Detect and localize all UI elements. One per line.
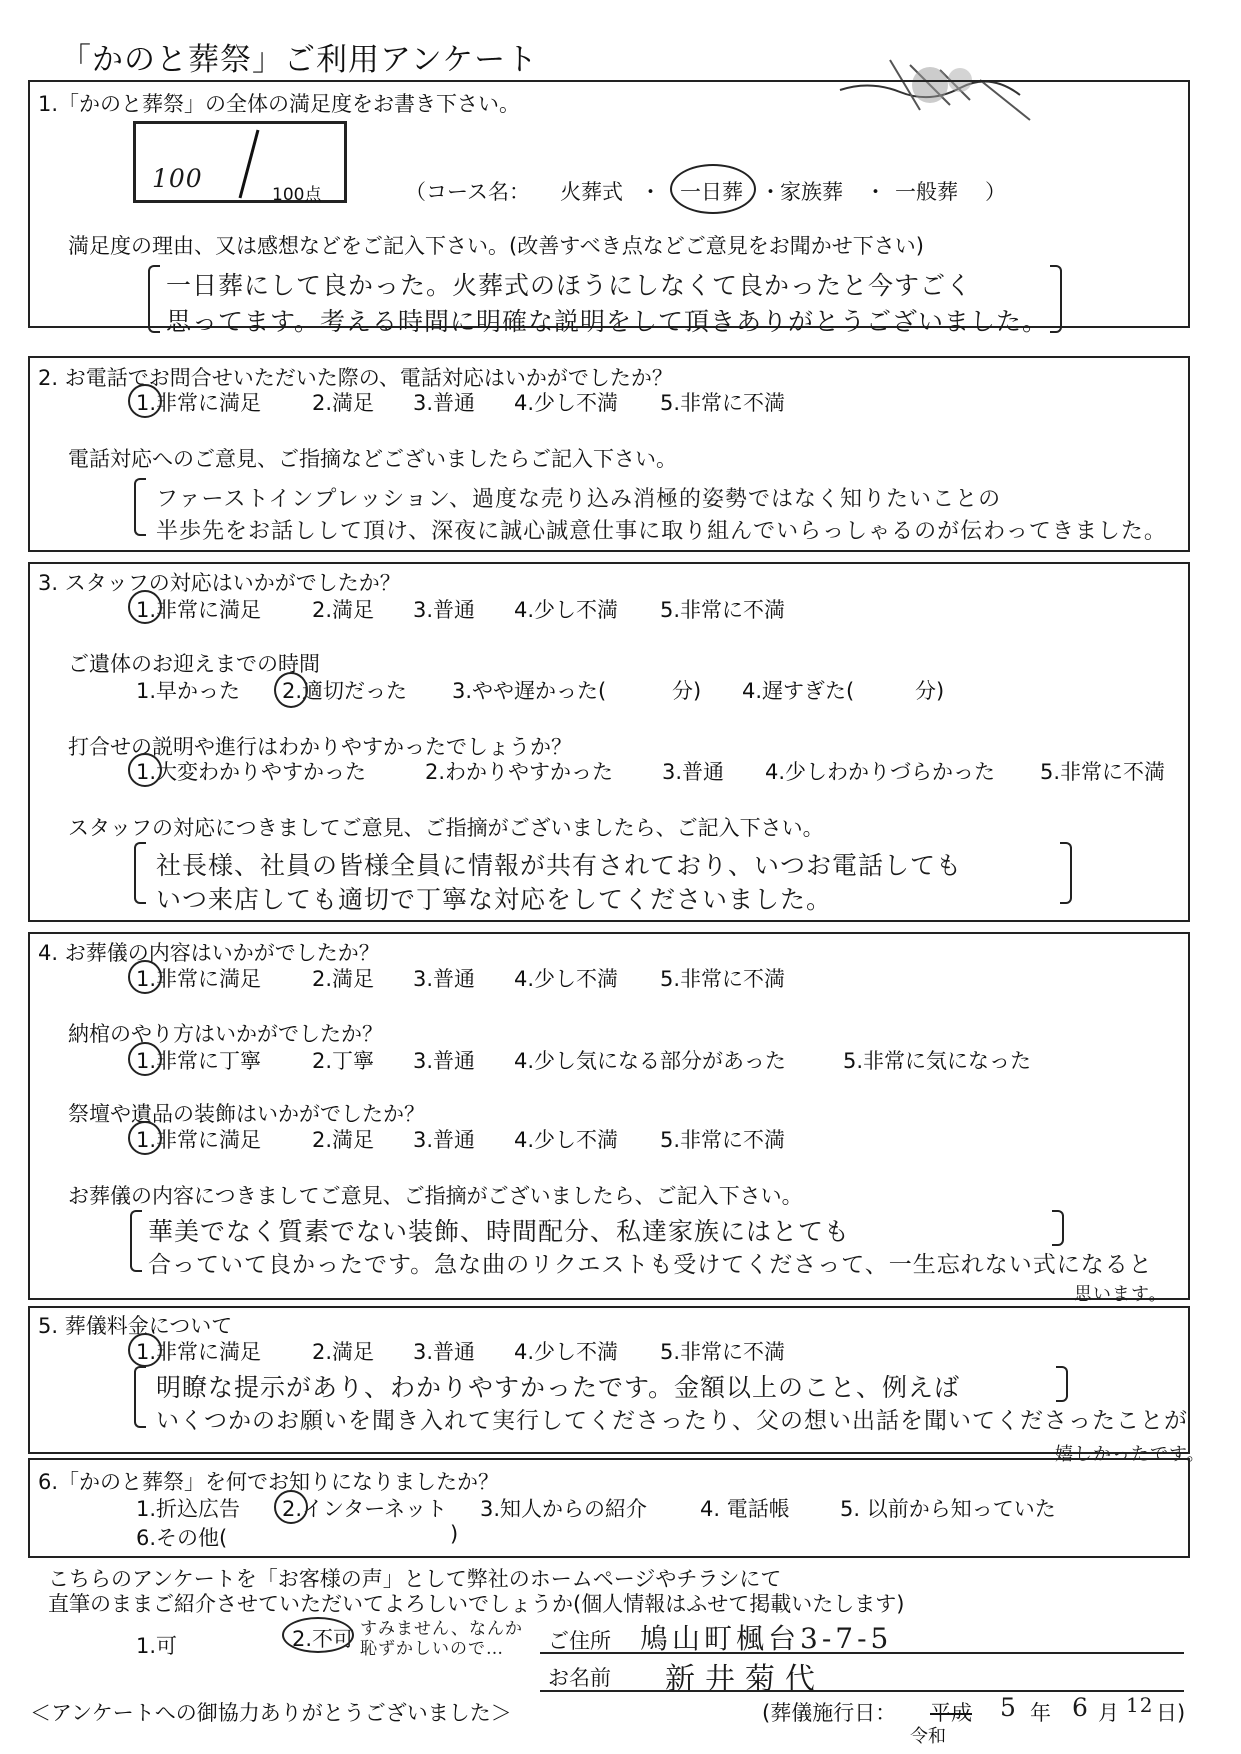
q6-option-other[interactable]: 6.その他(: [136, 1526, 228, 1550]
course-cremation[interactable]: 火葬式: [560, 180, 623, 204]
score-handwritten: 100: [152, 164, 203, 193]
bracket-left: [134, 1366, 146, 1428]
footer-thanks: ＜アンケートへの御協力ありがとうございました＞: [30, 1701, 512, 1725]
q4-coffin-option-1[interactable]: 1.非常に丁寧: [136, 1049, 262, 1073]
q1-heading: 1.「かのと葬祭」の全体の満足度をお書き下さい。: [38, 92, 521, 116]
selected-circle: [274, 1490, 308, 1524]
q2-option-4[interactable]: 4.少し不満: [514, 391, 619, 415]
q4-coffin-option-5[interactable]: 5.非常に気になった: [843, 1049, 1032, 1073]
date-year-unit: 年: [1030, 1701, 1051, 1725]
q3-comment-line2: いつ来店しても適切で丁寧な対応をしてくださいました。: [156, 885, 833, 914]
q6-heading: 6.「かのと葬祭」を何でお知りになりましたか？: [38, 1470, 500, 1494]
q4-coffin-option-3[interactable]: 3.普通: [413, 1049, 476, 1073]
q3-time-unit-4: 分): [915, 679, 945, 703]
q3-heading: 3. スタッフの対応はいかがでしたか？: [38, 571, 401, 595]
q5-comment-line3: 嬉しかったです。: [1055, 1444, 1206, 1465]
selected-circle: [128, 753, 162, 787]
q2-heading: 2. お電話でお問合せいただいた際の、電話対応はいかがでしたか？: [38, 366, 673, 390]
selected-circle: [128, 960, 162, 994]
course-sep: ・: [760, 180, 781, 204]
course-family[interactable]: 家族葬: [780, 180, 843, 204]
selected-circle: [670, 164, 756, 214]
q4-coffin-prompt: 納棺のやり方はいかがでしたか？: [68, 1022, 383, 1046]
q3-option-1[interactable]: 1.非常に満足: [136, 598, 262, 622]
date-year: 5: [1000, 1693, 1017, 1722]
q4-comment-line2: 合っていて良かったです。急な曲のリクエストも受けてくださって、一生忘れない式になると: [148, 1252, 1153, 1278]
bracket-left: [130, 1210, 142, 1272]
q4-altar-option-5[interactable]: 5.非常に不満: [660, 1128, 786, 1152]
bracket-left: [134, 478, 146, 536]
bracket-left: [134, 842, 146, 904]
q5-option-5[interactable]: 5.非常に不満: [660, 1340, 786, 1364]
selected-circle: [128, 1121, 162, 1155]
q3-option-5[interactable]: 5.非常に不満: [660, 598, 786, 622]
q4-option-5[interactable]: 5.非常に不満: [660, 967, 786, 991]
address-line: [540, 1652, 1184, 1654]
q6-option-5[interactable]: 5. 以前から知っていた: [840, 1497, 1056, 1521]
date-era-new: 令和: [910, 1726, 946, 1747]
q2-option-2[interactable]: 2.満足: [312, 391, 375, 415]
selected-circle: [274, 672, 308, 708]
selected-circle: [128, 590, 162, 624]
q5-option-4[interactable]: 4.少し不満: [514, 1340, 619, 1364]
q3-option-3[interactable]: 3.普通: [413, 598, 476, 622]
q4-altar-option-4[interactable]: 4.少し不満: [514, 1128, 619, 1152]
q4-altar-option-3[interactable]: 3.普通: [413, 1128, 476, 1152]
bracket-right: [1052, 1210, 1064, 1246]
course-one-day[interactable]: 一日葬: [680, 180, 743, 204]
date-month-unit: 月: [1098, 1701, 1119, 1725]
q6-option-4[interactable]: 4. 電話帳: [700, 1497, 790, 1521]
q4-heading: 4. お葬儀の内容はいかがでしたか？: [38, 941, 380, 965]
q3-explain-option-4[interactable]: 4.少しわかりづらかった: [765, 760, 996, 784]
q4-coffin-option-4[interactable]: 4.少し気になる部分があった: [514, 1049, 786, 1073]
q2-option-3[interactable]: 3.普通: [413, 391, 476, 415]
q3-time-option-1[interactable]: 1.早かった: [136, 679, 241, 703]
name-line: [540, 1690, 1184, 1692]
course-sep: ・: [865, 180, 886, 204]
q3-explain-option-3[interactable]: 3.普通: [662, 760, 725, 784]
q4-comment-line3: 思います。: [1074, 1284, 1168, 1305]
q5-heading: 5. 葬儀料金について: [38, 1314, 233, 1338]
q3-option-4[interactable]: 4.少し不満: [514, 598, 619, 622]
q3-explain-option-2[interactable]: 2.わかりやすかった: [425, 760, 614, 784]
selected-circle: [128, 1042, 162, 1076]
date-day-unit: 日): [1156, 1701, 1186, 1725]
q2-comment-line2: 半歩先をお話しして頂け、深夜に誠心誠意仕事に取り組んでいらっしゃるのが伝わってきました。: [156, 519, 1167, 544]
q2-option-1[interactable]: 1.非常に満足: [136, 391, 262, 415]
date-month: 6: [1072, 1693, 1089, 1722]
consent-no[interactable]: 2.不可: [292, 1627, 355, 1651]
date-day: 12: [1126, 1693, 1154, 1717]
consent-note-line2: 恥ずかしいので…: [360, 1639, 504, 1659]
address-value[interactable]: 鳩山町楓台3-7-5: [640, 1622, 893, 1655]
q1-reason-line1: 一日葬にして良かった。火葬式のほうにしなくて良かったと今すごく: [166, 271, 973, 300]
q3-time-option-2[interactable]: 2.適切だった: [282, 679, 408, 703]
q4-option-4[interactable]: 4.少し不満: [514, 967, 619, 991]
q1-reason-line2: 思ってます。考える時間に明確な説明をして頂きありがとうございました。: [166, 307, 1049, 336]
q5-comment-line1: 明瞭な提示があり、わかりやすかったです。金額以上のこと、例えば: [156, 1373, 961, 1402]
q2-comment-line1: ファーストインプレッション、過度な売り込み消極的姿勢ではなく知りたいことの: [156, 487, 1002, 512]
selected-circle: [128, 384, 162, 418]
q3-time-option-4[interactable]: 4.遅すぎた(: [742, 679, 855, 703]
bracket-right: [1056, 1366, 1068, 1402]
q6-option-3[interactable]: 3.知人からの紹介: [480, 1497, 648, 1521]
q2-option-5[interactable]: 5.非常に不満: [660, 391, 786, 415]
selected-circle: [282, 1617, 354, 1653]
q4-option-3[interactable]: 3.普通: [413, 967, 476, 991]
q4-altar-prompt: 祭壇や遺品の装飾はいかがでしたか？: [68, 1102, 425, 1126]
q4-coffin-option-2[interactable]: 2.丁寧: [312, 1049, 375, 1073]
q3-option-2[interactable]: 2.満足: [312, 598, 375, 622]
course-close: ）: [985, 180, 1006, 204]
address-label: ご住所: [548, 1629, 611, 1653]
q4-comment-line1: 華美でなく質素でない装飾、時間配分、私達家族にはとても: [148, 1217, 851, 1246]
q5-option-2[interactable]: 2.満足: [312, 1340, 375, 1364]
course-sep: ・: [640, 180, 661, 204]
q5-comment-line2: いくつかのお願いを聞き入れて実行してくださったり、父の想い出話を聞いてくださったことが: [156, 1408, 1188, 1434]
consent-line2: 直筆のままご紹介させていただいてよろしいでしょうか(個人情報はふせて掲載いたします): [48, 1592, 905, 1616]
q6-option-1[interactable]: 1.折込広告: [136, 1497, 241, 1521]
q3-comment-line1: 社長様、社員の皆様全員に情報が共有されており、いつお電話しても: [156, 851, 963, 880]
q3-time-option-3[interactable]: 3.やや遅かった(: [452, 679, 607, 703]
bracket-left: [148, 265, 160, 333]
q4-comment-prompt: お葬儀の内容につきましてご意見、ご指摘がございましたら、ご記入下さい。: [68, 1184, 803, 1208]
selected-circle: [128, 1333, 162, 1367]
q3-time-unit-3: 分): [672, 679, 702, 703]
q6-other-close: ): [450, 1522, 459, 1546]
q3-explain-option-5[interactable]: 5.非常に不満: [1040, 760, 1166, 784]
consent-line1: こちらのアンケートを「お客様の声」として弊社のホームページやチラシにて: [48, 1567, 782, 1591]
bracket-right: [1050, 265, 1062, 333]
course-general[interactable]: 一般葬: [895, 180, 958, 204]
q4-option-2[interactable]: 2.満足: [312, 967, 375, 991]
q1-reason-prompt: 満足度の理由、又は感想などをご記入下さい。(改善すべき点などご意見をお聞かせ下さい): [68, 234, 924, 258]
q3-explain-prompt: 打合せの説明や進行はわかりやすかったでしょうか？: [68, 735, 572, 759]
date-label: (葬儀施行日：: [762, 1701, 897, 1725]
q3-comment-prompt: スタッフの対応につきましてご意見、ご指摘がございましたら、ご記入下さい。: [68, 816, 824, 840]
name-label: お名前: [548, 1666, 611, 1690]
q5-option-1[interactable]: 1.非常に満足: [136, 1340, 262, 1364]
consent-yes[interactable]: 1.可: [136, 1634, 178, 1658]
course-label: （コース名：: [405, 180, 530, 204]
bracket-right: [1060, 842, 1072, 904]
q2-comment-prompt: 電話対応へのご意見、ご指摘などございましたらご記入下さい。: [68, 447, 677, 471]
q4-altar-option-1[interactable]: 1.非常に満足: [136, 1128, 262, 1152]
score-slash: [230, 128, 270, 200]
q4-altar-option-2[interactable]: 2.満足: [312, 1128, 375, 1152]
q4-option-1[interactable]: 1.非常に満足: [136, 967, 262, 991]
consent-note-line1: すみません、なんか: [360, 1619, 524, 1639]
name-value[interactable]: 新井菊代: [665, 1662, 825, 1697]
q3-time-prompt: ご遺体のお迎えまでの時間: [68, 652, 320, 676]
q5-option-3[interactable]: 3.普通: [413, 1340, 476, 1364]
q6-option-2[interactable]: 2.インターネット: [282, 1497, 448, 1521]
survey-title: 「かのと葬祭」ご利用アンケート: [60, 42, 539, 78]
q3-explain-option-1[interactable]: 1.大変わかりやすかった: [136, 760, 367, 784]
score-unit: 100点: [272, 185, 322, 205]
date-era-old: 平成: [930, 1701, 972, 1725]
